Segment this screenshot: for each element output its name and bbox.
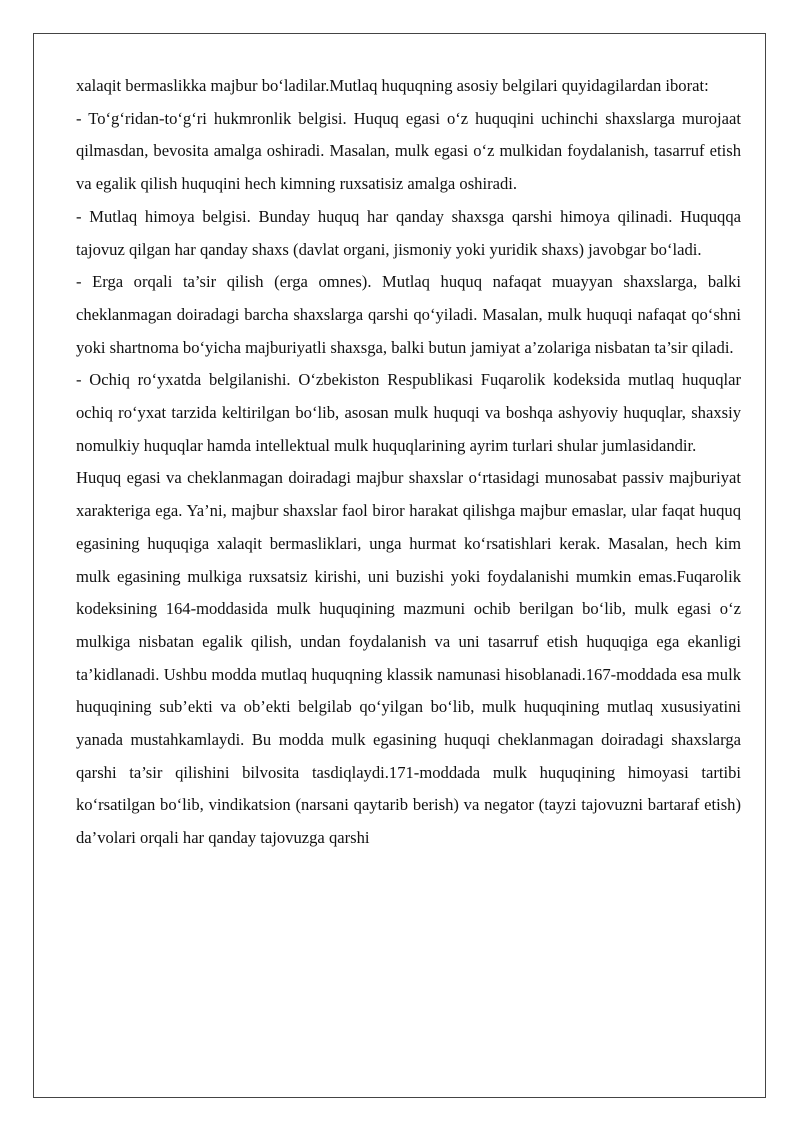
paragraph-intro: xalaqit bermaslikka majbur bo‘ladilar.Mutlaq huquqning asosiy belgilari quyidagilardan iborat: [76, 76, 709, 95]
paragraph-open-list: - Ochiq ro‘yxatda belgilanishi. O‘zbekiston Respublikasi Fuqarolik kodeksida mutlaq huquqlar ochiq ro‘yxat tarzida keltirilgan bo‘lib, asosan mulk huquqi va boshqa ashyoviy huquqlar, shaxsiy nomulkiy huquqlar hamda intellektual mulk huquqlarining ayrim turlari shular jumlasidandir. [76, 370, 741, 455]
paragraph-passive-obligation: Huquq egasi va cheklanmagan doiradagi majbur shaxslar o‘rtasidagi munosabat passiv majburiyat xarakteriga ega. Ya’ni, majbur shaxslar faol biror harakat qilishga majbur emaslar, ular faqat huquq egasining huquqiga xalaqit bermasliklari, unga hurmat ko‘rsatishlari kerak. Masalan, hech kim mulk egasining mulkiga ruxsatsiz kirishi, uni buzishi yoki foydalanishi mumkin emas.Fuqarolik kodeksining 164-moddasida mulk huquqining mazmuni ochib berilgan bo‘lib, mulk egasi o‘z mulkiga nisbatan egalik qilish, undan foydalanish va uni tasarruf etish huquqiga ega ekanligi ta’kidlanadi. Ushbu modda mutlaq huquqning klassik namunasi hisoblanadi.167-moddada esa mulk huquqining sub’ekti va ob’ekti belgilab qo‘yilgan bo‘lib, mulk huquqining mutlaq xususiyatini yanada mustahkamlaydi. Bu modda mulk egasining huquqi cheklanmagan doiradagi shaxslarga qarshi ta’sir qilishini bilvosita tasdiqlaydi.171-moddada mulk huquqining himoyasi tartibi ko‘rsatilgan bo‘lib, vindikatsion (narsani qaytarib berish) va negator (tayzi tajovuzni bartaraf etish) da’volari orqali har qanday tajovuzga qarshi [76, 468, 741, 848]
paragraph-direct-dominion: - To‘g‘ridan-to‘g‘ri hukmronlik belgisi. Huquq egasi o‘z huquqini uchinchi shaxslarga murojaat qilmasdan, bevosita amalga oshiradi. Masalan, mulk egasi o‘z mulkidan foydalanish, tasarruf etish va egalik qilish huquqini hech kimning ruxsatisiz amalga oshiradi. [76, 108, 741, 194]
document-body [76, 70, 741, 855]
paragraph-absolute-protection: - Mutlaq himoya belgisi. Bunday huquq har qanday shaxsga qarshi himoya qilinadi. Huquqqa tajovuz qilgan har qanday shaxs (davlat organi, jismoniy yoki yuridik shaxs) javobgar bo‘ladi. [76, 206, 741, 259]
paragraph-erga-omnes: - Erga orqali ta’sir qilish (erga omnes). Mutlaq huquq nafaqat muayyan shaxslarga, balki cheklanmagan doiradagi barcha shaxslarga qarshi qo‘yiladi. Masalan, mulk huquqi nafaqat qo‘shni yoki shartnoma bo‘yicha majburiyatli shaxsga, balki butun jamiyat a’zolariga nisbatan ta’sir qiladi. [76, 272, 741, 357]
